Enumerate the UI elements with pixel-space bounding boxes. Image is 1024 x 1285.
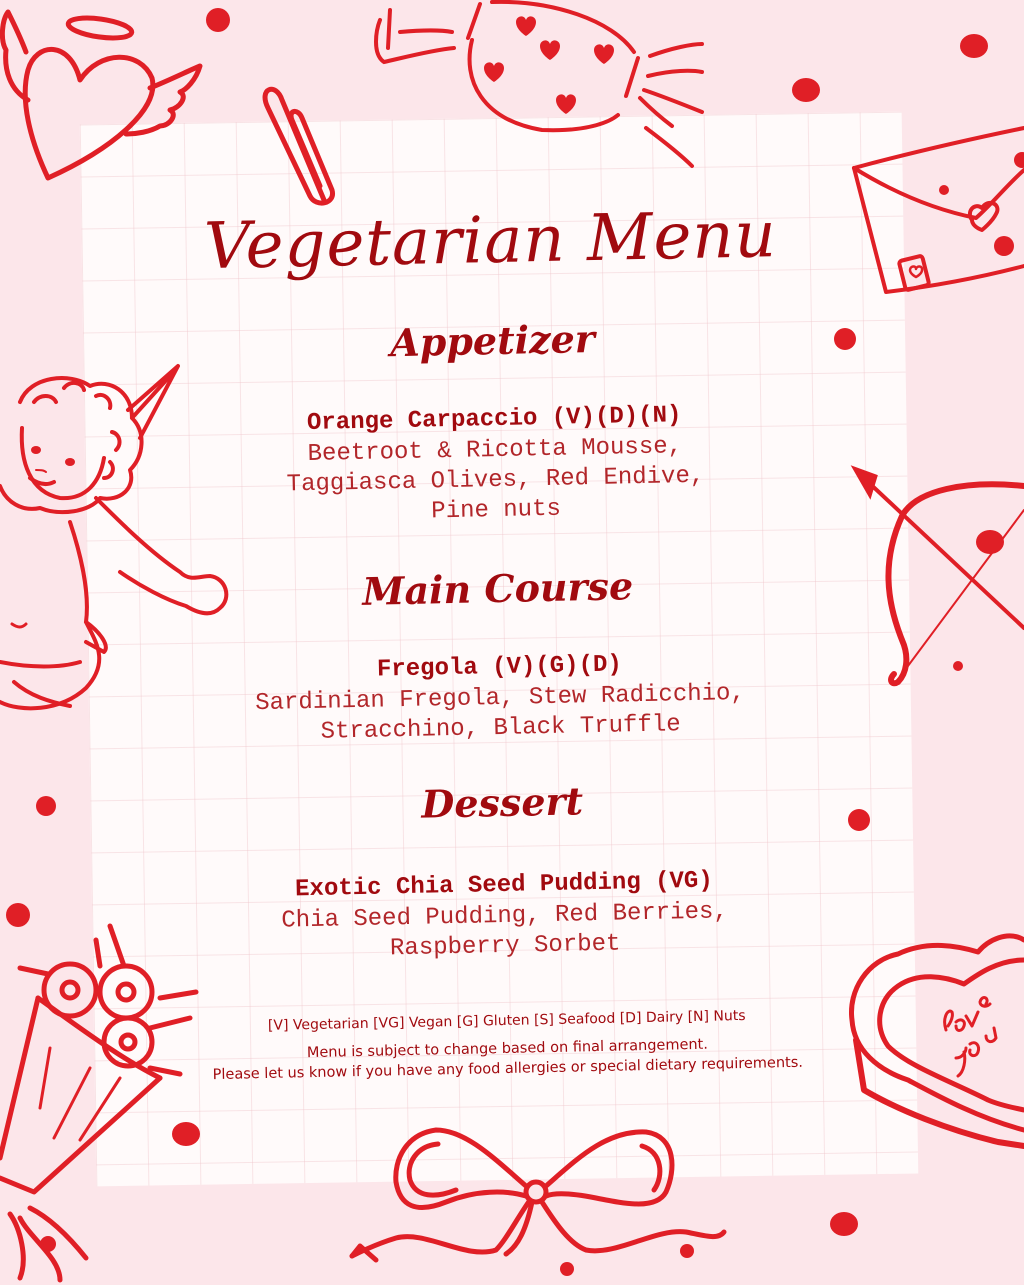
dish-description: Beetroot & Ricotta Mousse, Taggiasca Olives, Red Endive, Pine nuts — [286, 433, 705, 526]
decorative-dot — [36, 796, 56, 816]
section-heading-dessert: Dessert — [420, 778, 584, 827]
dietary-legend: [V] Vegetarian [VG] Vegan [G] Gluten [S] Seafood [D] Dairy [N] Nuts — [267, 1007, 746, 1034]
decorative-dot — [792, 78, 820, 102]
decorative-dot — [960, 34, 988, 58]
disclaimer-line-1: Menu is subject to change based on final arrangement. — [306, 1036, 709, 1062]
menu-content — [77, 110, 921, 1189]
dish-name: Fregola (V)(G)(D) — [376, 651, 623, 684]
menu-notes — [96, 1004, 919, 1087]
section-heading-appetizer: Appetizer — [389, 315, 596, 366]
dish-description: Chia Seed Pudding, Red Berries, Raspberry Sorbet — [281, 898, 729, 963]
dish-name: Exotic Chia Seed Pudding (VG) — [294, 867, 714, 904]
dish-description: Sardinian Fregola, Stew Radicchio, Stracchino, Black Truffle — [254, 679, 746, 746]
dish-name: Orange Carpaccio (V)(D)(N) — [306, 402, 682, 437]
dish-dessert — [93, 861, 917, 970]
page-title: Vegetarian Menu — [203, 198, 778, 285]
dish-main-course — [88, 643, 912, 752]
section-heading-main-course: Main Course — [361, 563, 634, 614]
decorative-dot — [830, 1212, 858, 1236]
disclaimer-line-2: Please let us know if you have any food allergies or special dietary requirements. — [212, 1054, 804, 1084]
dish-appetizer — [83, 395, 907, 534]
